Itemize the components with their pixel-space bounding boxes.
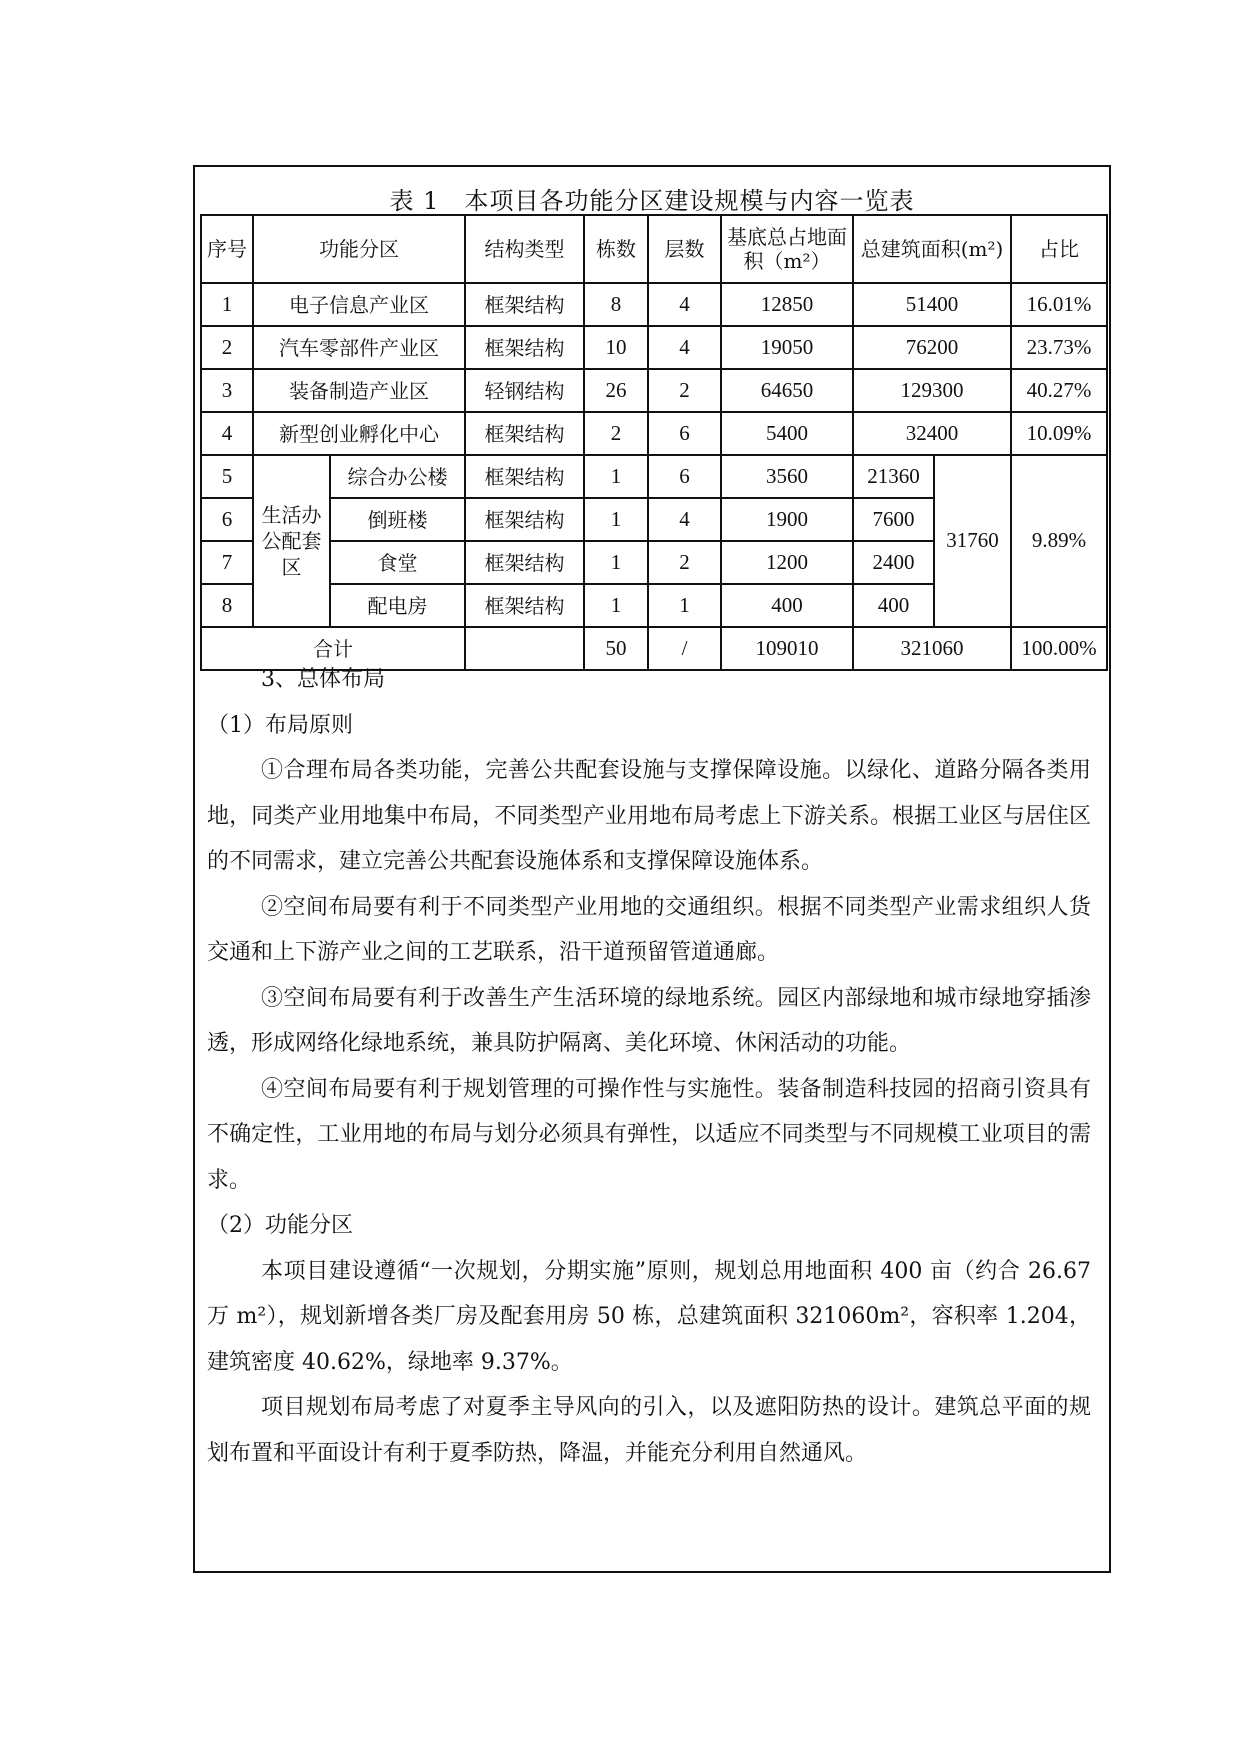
subheading-functional-zones: （2）功能分区 bbox=[207, 1213, 353, 1238]
header-ratio: 占比 bbox=[1011, 215, 1107, 283]
cell-subzone: 配电房 bbox=[330, 584, 465, 627]
cell-base-area: 64650 bbox=[721, 369, 853, 412]
table-header-row bbox=[201, 215, 1107, 283]
cell-structure: 框架结构 bbox=[465, 455, 584, 498]
header-seq: 序号 bbox=[201, 215, 253, 283]
paragraph-1: ①合理布局各类功能，完善公共配套设施与支撑保障设施。以绿化、道路分隔各类用地，同类产业用地集中布局，不同类型产业用地布局考虑上下游关系。根据工业区与居住区的不同需求，建立完善公共配套设施体系和支撑保障设施体系。 bbox=[207, 758, 1091, 874]
cell-buildings: 1 bbox=[584, 584, 648, 627]
cell-seq: 1 bbox=[201, 283, 253, 326]
cell-buildings: 8 bbox=[584, 283, 648, 326]
total-buildings: 50 bbox=[584, 627, 648, 670]
cell-buildings: 1 bbox=[584, 498, 648, 541]
cell-buildings: 26 bbox=[584, 369, 648, 412]
cell-building-area: 400 bbox=[853, 584, 934, 627]
paragraph-3: ③空间布局要有利于改善生产生活环境的绿地系统。园区内部绿地和城市绿地穿插渗透，形成网络化绿地系统，兼具防护隔离、美化环境、休闲活动的功能。 bbox=[207, 985, 1091, 1056]
cell-floors: 6 bbox=[648, 412, 721, 455]
table-caption: 表 1 本项目各功能分区建设规模与内容一览表 bbox=[389, 187, 915, 215]
cell-ratio: 16.01% bbox=[1011, 283, 1107, 326]
cell-floors: 2 bbox=[648, 541, 721, 584]
cell-floors: 4 bbox=[648, 498, 721, 541]
body-text bbox=[207, 657, 1091, 1476]
cell-building-area: 21360 bbox=[853, 455, 934, 498]
paragraph-5: 本项目建设遵循“一次规划，分期实施”原则，规划总用地面积 400 亩（约合 26.67 万 m²），规划新增各类厂房及配套用房 50 栋，总建筑面积 321060m²，容积率 1.204，建筑密度 40.62%，绿地率 9.37%。 bbox=[207, 1258, 1091, 1375]
cell-seq: 3 bbox=[201, 369, 253, 412]
cell-seq: 5 bbox=[201, 455, 253, 498]
cell-zone: 新型创业孵化中心 bbox=[253, 412, 465, 455]
cell-floors: 2 bbox=[648, 369, 721, 412]
header-base-area: 基底总占地面积（m²） bbox=[721, 215, 853, 283]
table-row bbox=[201, 455, 1107, 498]
subheading-layout-principles: （1）布局原则 bbox=[207, 712, 353, 738]
cell-zone: 装备制造产业区 bbox=[253, 369, 465, 412]
table-row bbox=[201, 283, 1107, 326]
cell-total-area: 32400 bbox=[853, 412, 1011, 455]
cell-structure: 轻钢结构 bbox=[465, 369, 584, 412]
cell-structure: 框架结构 bbox=[465, 498, 584, 541]
cell-ratio: 40.27% bbox=[1011, 369, 1107, 412]
header-zone: 功能分区 bbox=[253, 215, 465, 283]
cell-floors: 1 bbox=[648, 584, 721, 627]
cell-base-area: 1200 bbox=[721, 541, 853, 584]
paragraph-4: ④空间布局要有利于规划管理的可操作性与实施性。装备制造科技园的招商引资具有不确定性，工业用地的布局与划分必须具有弹性，以适应不同类型与不同规模工业项目的需求。 bbox=[207, 1076, 1091, 1193]
group-ratio-cell: 9.89% bbox=[1011, 455, 1107, 627]
cell-floors: 4 bbox=[648, 283, 721, 326]
cell-ratio: 10.09% bbox=[1011, 412, 1107, 455]
cell-seq: 2 bbox=[201, 326, 253, 369]
header-floors: 层数 bbox=[648, 215, 721, 283]
document-frame bbox=[193, 165, 1111, 1573]
cell-total-area: 76200 bbox=[853, 326, 1011, 369]
paragraph-6: 项目规划布局考虑了对夏季主导风向的引入，以及遮阳防热的设计。建筑总平面的规划布置和平面设计有利于夏季防热，降温，并能充分利用自然通风。 bbox=[207, 1395, 1091, 1466]
cell-building-area: 7600 bbox=[853, 498, 934, 541]
cell-base-area: 400 bbox=[721, 584, 853, 627]
section-heading: 3、总体布局 bbox=[261, 667, 385, 692]
cell-zone: 汽车零部件产业区 bbox=[253, 326, 465, 369]
cell-structure: 框架结构 bbox=[465, 584, 584, 627]
header-structure: 结构类型 bbox=[465, 215, 584, 283]
cell-base-area: 5400 bbox=[721, 412, 853, 455]
cell-subzone: 倒班楼 bbox=[330, 498, 465, 541]
total-ratio: 100.00% bbox=[1011, 627, 1107, 670]
group-total-area-cell: 31760 bbox=[934, 455, 1011, 627]
cell-structure: 框架结构 bbox=[465, 283, 584, 326]
table-row bbox=[201, 369, 1107, 412]
cell-subzone: 食堂 bbox=[330, 541, 465, 584]
total-base-area: 109010 bbox=[721, 627, 853, 670]
paragraph-2: ②空间布局要有利于不同类型产业用地的交通组织。根据不同类型产业需求组织人货交通和上下游产业之间的工艺联系，沿干道预留管道通廊。 bbox=[207, 894, 1091, 965]
cell-structure: 框架结构 bbox=[465, 412, 584, 455]
cell-base-area: 1900 bbox=[721, 498, 853, 541]
table-row bbox=[201, 326, 1107, 369]
total-total-area: 321060 bbox=[853, 627, 1011, 670]
cell-base-area: 19050 bbox=[721, 326, 853, 369]
header-buildings: 栋数 bbox=[584, 215, 648, 283]
header-total-area: 总建筑面积(m²) bbox=[853, 215, 1011, 283]
cell-seq: 6 bbox=[201, 498, 253, 541]
group-name-cell: 生活办公配套区 bbox=[253, 455, 330, 627]
cell-seq: 7 bbox=[201, 541, 253, 584]
cell-structure: 框架结构 bbox=[465, 326, 584, 369]
cell-seq: 8 bbox=[201, 584, 253, 627]
cell-base-area: 12850 bbox=[721, 283, 853, 326]
cell-structure: 框架结构 bbox=[465, 541, 584, 584]
cell-floors: 4 bbox=[648, 326, 721, 369]
total-label: 合计 bbox=[201, 627, 465, 670]
table-row bbox=[201, 412, 1107, 455]
cell-ratio: 23.73% bbox=[1011, 326, 1107, 369]
cell-building-area: 2400 bbox=[853, 541, 934, 584]
cell-seq: 4 bbox=[201, 412, 253, 455]
cell-buildings: 2 bbox=[584, 412, 648, 455]
cell-buildings: 10 bbox=[584, 326, 648, 369]
cell-zone: 电子信息产业区 bbox=[253, 283, 465, 326]
total-floors: / bbox=[648, 627, 721, 670]
cell-total-area: 51400 bbox=[853, 283, 1011, 326]
cell-buildings: 1 bbox=[584, 455, 648, 498]
cell-buildings: 1 bbox=[584, 541, 648, 584]
cell-base-area: 3560 bbox=[721, 455, 853, 498]
zone-table bbox=[200, 214, 1108, 671]
cell-total-area: 129300 bbox=[853, 369, 1011, 412]
cell-subzone: 综合办公楼 bbox=[330, 455, 465, 498]
cell-floors: 6 bbox=[648, 455, 721, 498]
